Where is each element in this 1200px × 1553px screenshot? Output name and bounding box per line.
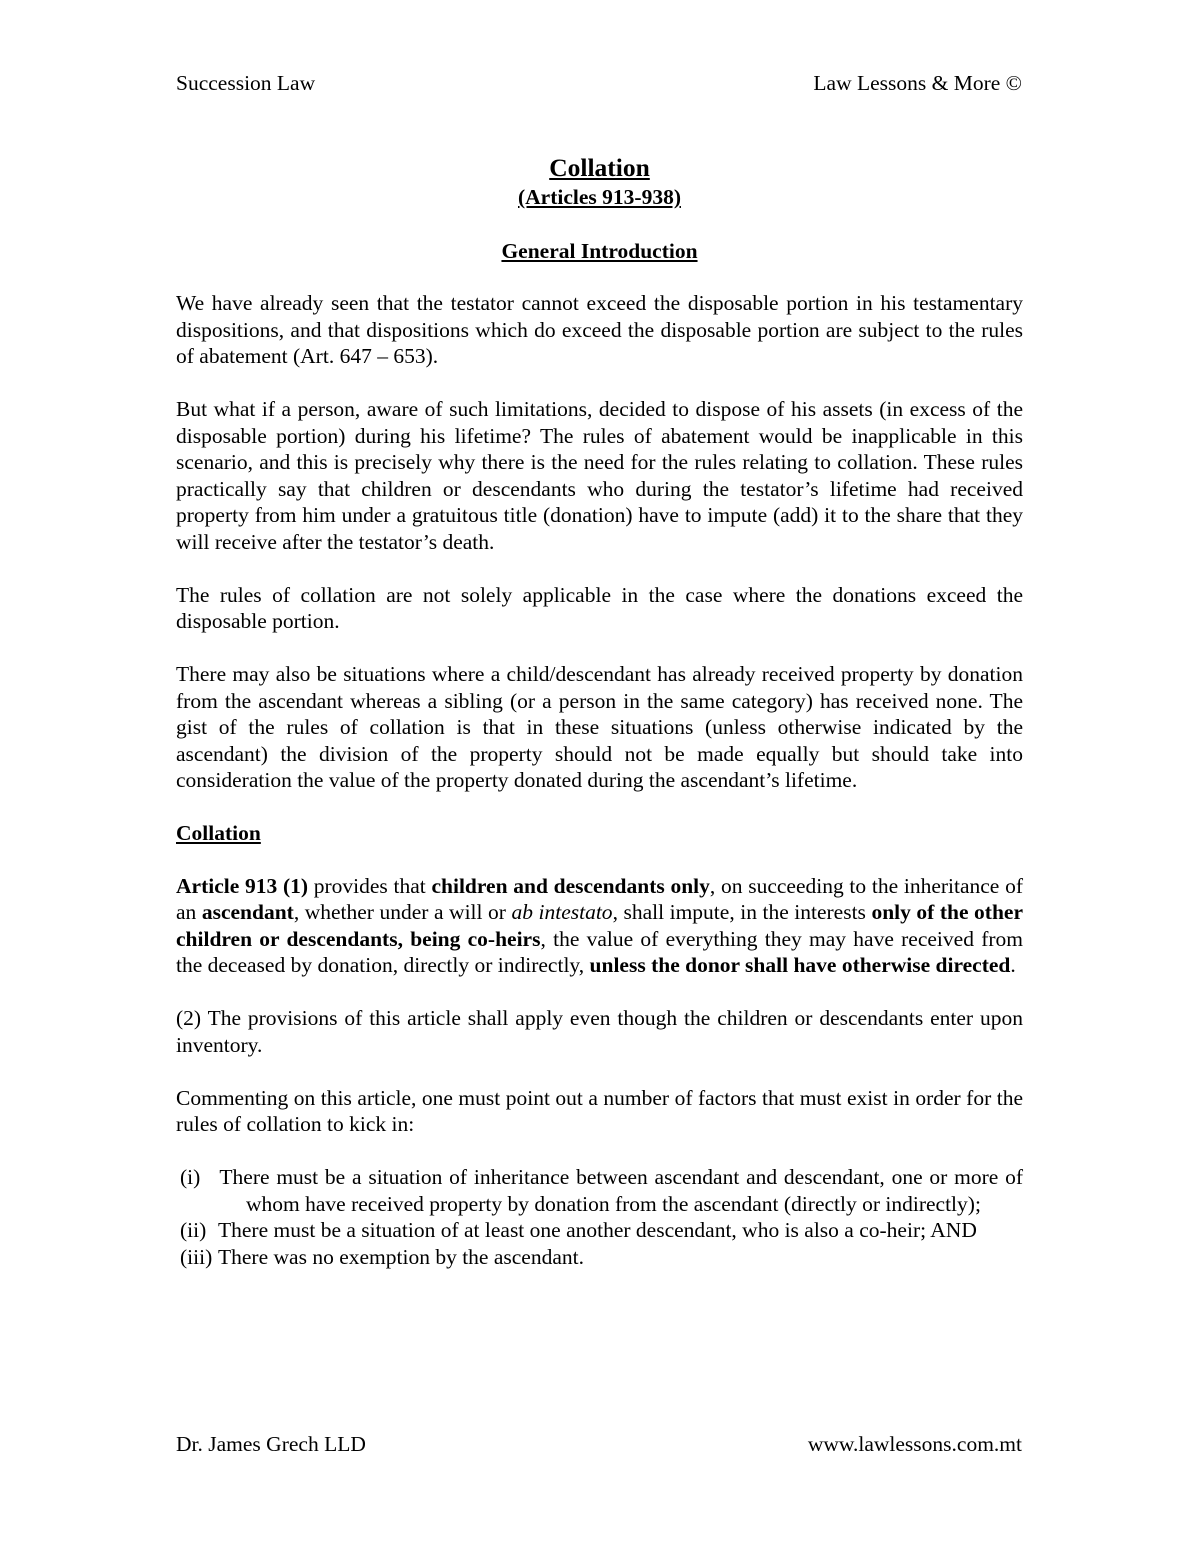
article-reference: Article 913 (1) [176, 873, 309, 898]
emphasis: children and descendants only [431, 873, 710, 898]
section-heading-general-introduction: General Introduction [501, 239, 698, 263]
latin-term: ab intestato [511, 900, 613, 924]
document-body [176, 152, 1023, 1270]
header-copyright: Law Lessons & More © [813, 71, 1022, 95]
paragraph: Commenting on this article, one must point out a number of factors that must exist in order for the rules of collation to kick in: [176, 1085, 1023, 1136]
article-913-paragraph: Article 913 (1) provides that children and descendants only, on succeeding to the inheritance of an ascendant, whether under a will or ab intestato, shall impute, in the interests only of the other children or descendants, being co-heirs, the value of everything they may have received from the deceased by donation, directly or indirectly, unless the donor shall have otherwise directed. [176, 873, 1023, 977]
emphasis: ascendant [201, 900, 294, 924]
list-item: (iii) There was no exemption by the ascendant. [180, 1244, 584, 1269]
header-course-name: Succession Law [176, 71, 316, 95]
list-item: (ii) There must be a situation of at least one another descendant, who is also a co-heir; AND [180, 1218, 977, 1242]
footer-author: Dr. James Grech LLD [176, 1432, 366, 1456]
paragraph: There may also be situations where a child/descendant has already received property by donation from the ascendant whereas a sibling (or a person in the same category) has received none. The gist of the rules of collation is that in these situations (unless otherwise indicated by the ascendant) the division of the property should not be made equally but should take into consideration the value of the property donated during the ascendant’s lifetime. [176, 662, 1023, 792]
section-heading-collation: Collation [176, 820, 261, 845]
document-title: Collation [549, 153, 650, 182]
list-item: (i) There must be a situation of inheritance between ascendant and descendant, one or more of whom have received property by donation from the ascendant (directly or indirectly); [180, 1165, 1023, 1216]
page-footer [176, 1434, 1022, 1456]
emphasis: unless the donor shall have otherwise directed [589, 953, 1011, 977]
list-item-text: There must be a situation of at least one another descendant, who is also a co-heir; AND [218, 1218, 977, 1242]
paragraph: The rules of collation are not solely applicable in the case where the donations exceed the disposable portion. [176, 582, 1023, 633]
paragraph: (2) The provisions of this article shall apply even though the children or descendants enter upon inventory. [176, 1006, 1023, 1057]
emphasis: only of the other children or descendants, being co-heirs [176, 900, 1023, 951]
list-item-text: There must be a situation of inheritance between ascendant and descendant, one or more of whom have received property by donation from the ascendant (directly or indirectly); [219, 1165, 1023, 1216]
page-header [176, 73, 1022, 95]
document-subtitle: (Articles 913-938) [518, 185, 681, 209]
paragraph: But what if a person, aware of such limitations, decided to dispose of his assets (in excess of the disposable portion) during his lifetime? The rules of abatement would be inapplicable in this scenario, and this is precisely why there is the need for the rules relating to collation. These rules practically say that children or descendants who during the testator’s lifetime had received property from him under a gratuitous title (donation) have to impute (add) it to the share that they will receive after the testator’s death. [176, 397, 1023, 554]
list-item-text: There was no exemption by the ascendant. [218, 1244, 584, 1269]
footer-website: www.lawlessons.com.mt [807, 1432, 1022, 1456]
paragraph: We have already seen that the testator cannot exceed the disposable portion in his testamentary dispositions, and that dispositions which do exceed the disposable portion are subject to the rules of abatement (Art. 647 – 653). [176, 291, 1023, 368]
factors-list [176, 1164, 1023, 1270]
